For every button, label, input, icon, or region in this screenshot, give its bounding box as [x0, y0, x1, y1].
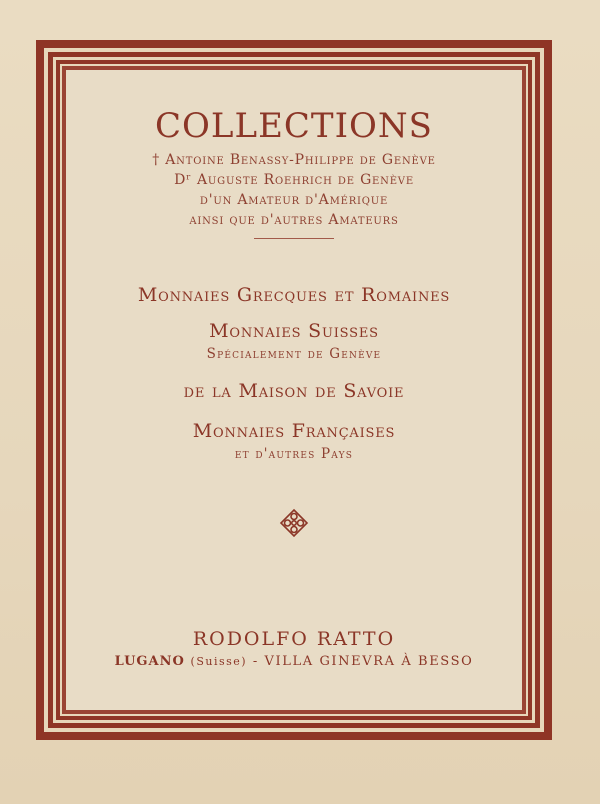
collector-line-4: ainsi que d'autres Amateurs	[189, 212, 399, 228]
section-greek-roman: Monnaies Grecques et Romaines	[137, 284, 451, 306]
collector-line-1: † Antoine Benassy-Philippe de Genève	[152, 152, 436, 168]
knot-ornament-icon	[279, 508, 309, 538]
collector-line-2: Dʳ Auguste Roehrich de Genève	[174, 172, 414, 188]
section-swiss-note: Spécialement de Genève	[206, 346, 382, 362]
cover-title: COLLECTIONS	[155, 106, 433, 146]
section-french-note: et d'autres Pays	[234, 446, 354, 462]
address-city: LUGANO	[114, 654, 185, 669]
address-rest: - VILLA GINEVRA À BESSO	[252, 654, 474, 669]
cover-panel	[66, 70, 522, 710]
section-french: Monnaies Françaises	[192, 420, 396, 442]
publisher-name: RODOLFO RATTO	[192, 628, 396, 650]
publisher-address	[66, 654, 522, 669]
section-savoy: de la Maison de Savoie	[183, 380, 405, 402]
section-swiss: Monnaies Suisses	[209, 320, 379, 342]
address-country: (Suisse)	[190, 655, 248, 668]
collector-line-3: d'un Amateur d'Amérique	[199, 192, 389, 208]
divider-rule	[254, 238, 334, 239]
